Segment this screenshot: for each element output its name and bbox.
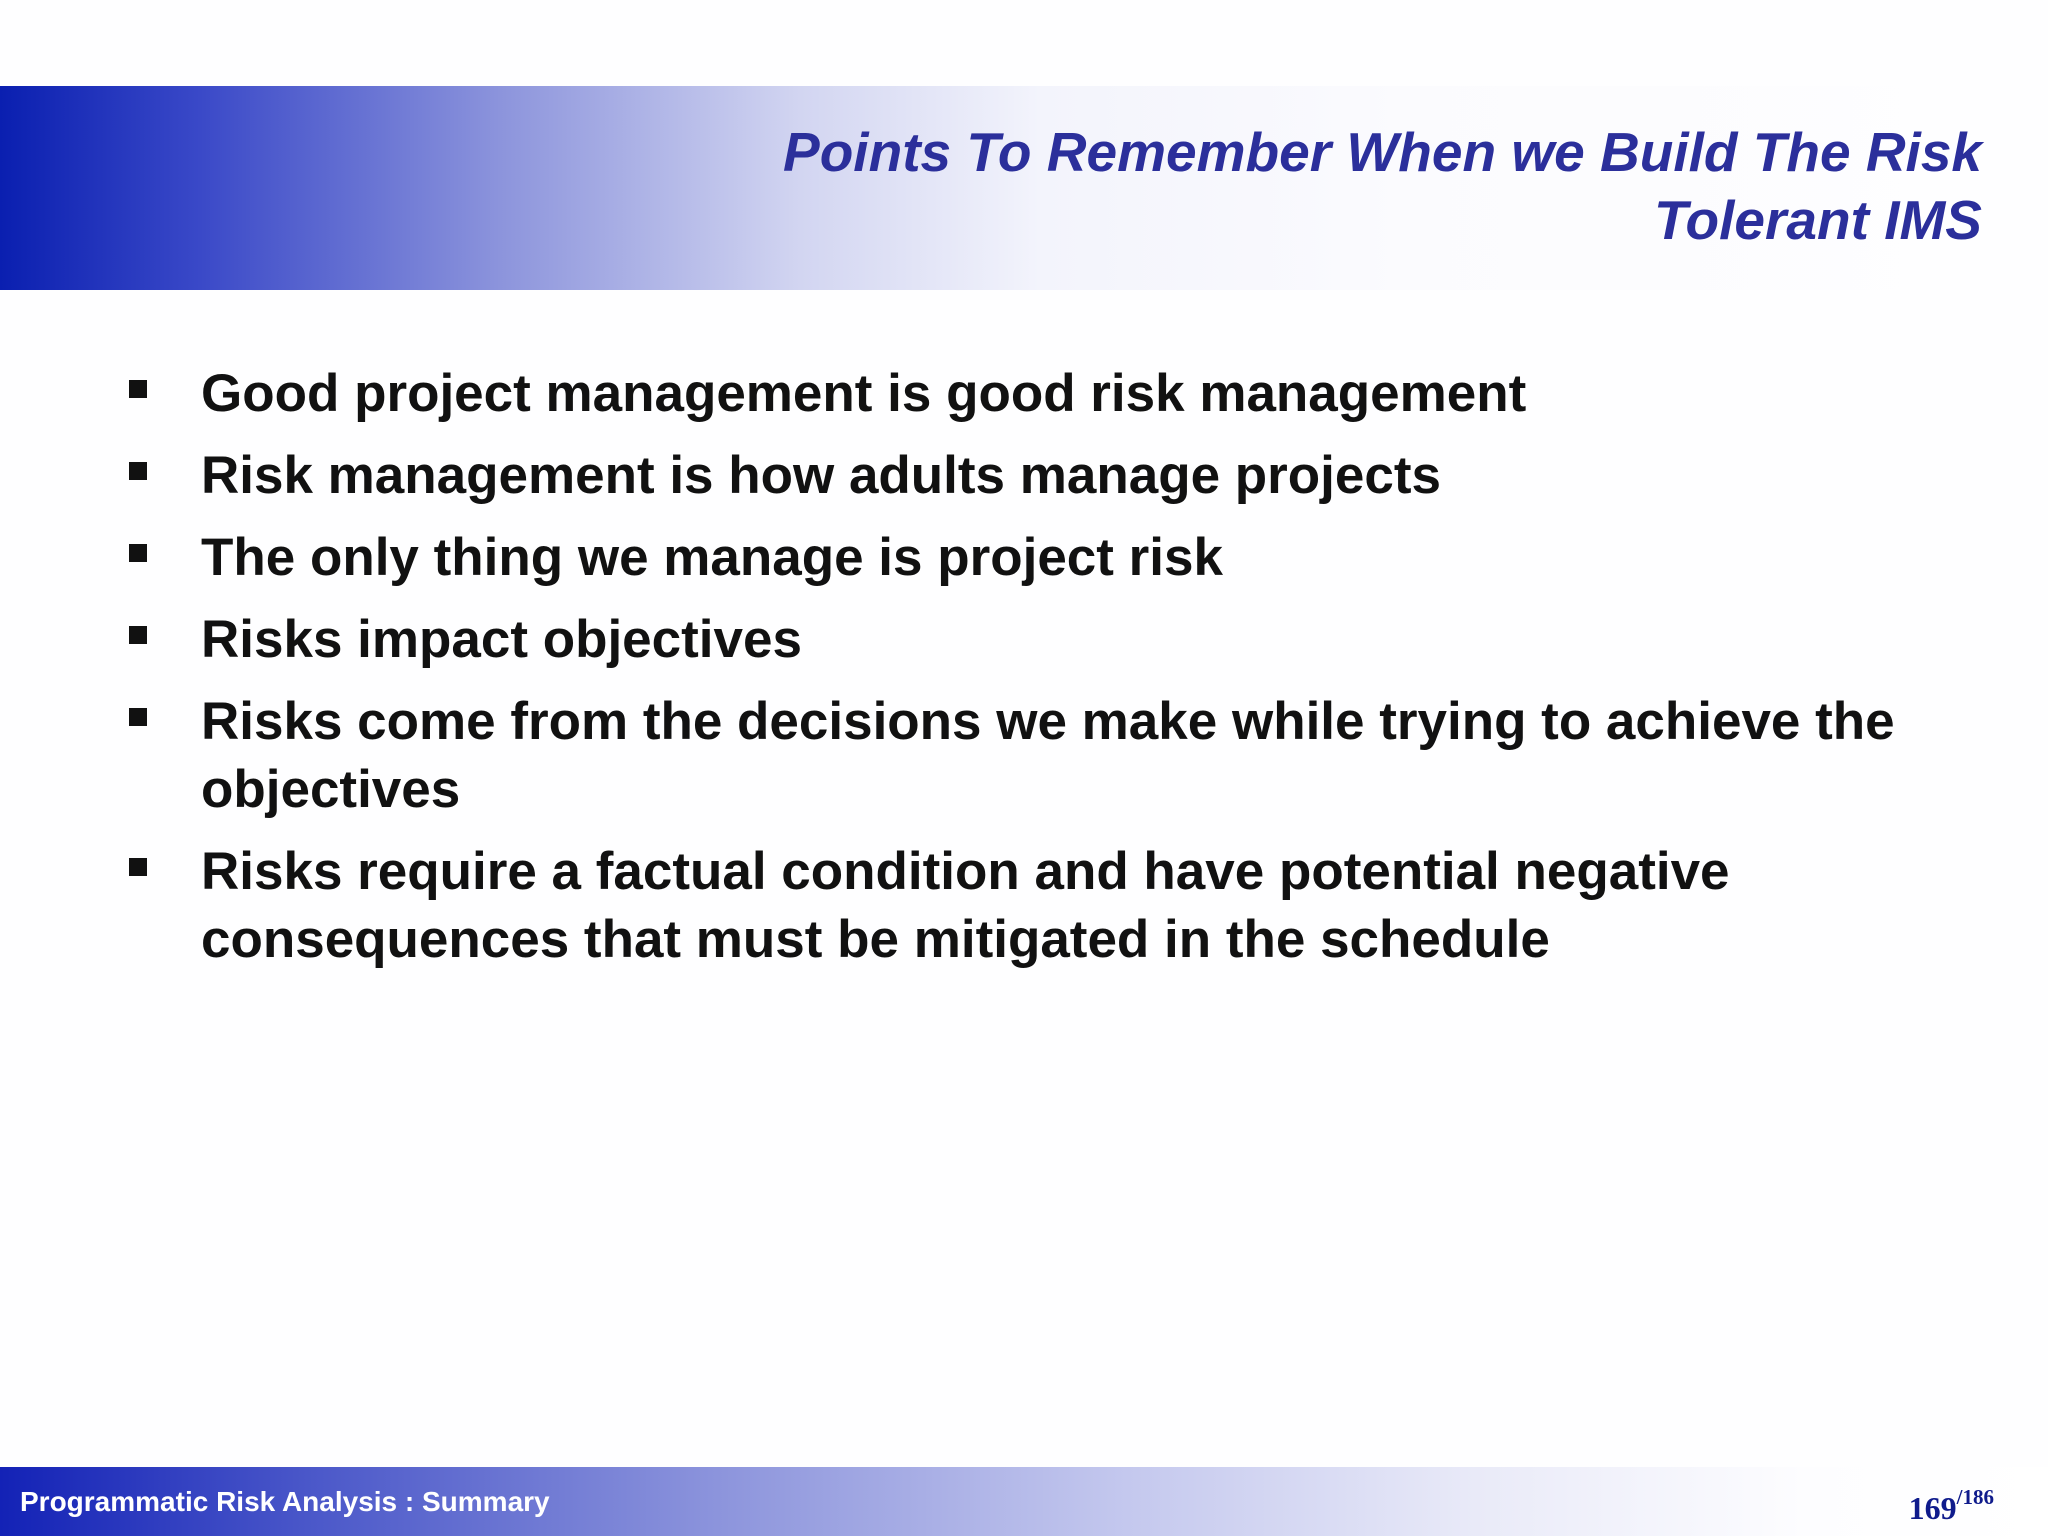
square-bullet-icon bbox=[129, 544, 147, 562]
bullet-text: Risks come from the decisions we make while trying to achieve the objectives bbox=[201, 692, 1895, 819]
footer-section-label: Programmatic Risk Analysis : Summary bbox=[20, 1486, 550, 1517]
bullet-text: The only thing we manage is project risk bbox=[201, 528, 1223, 587]
slide-title: Points To Remember When we Build The Risk Tolerant IMS bbox=[783, 121, 1982, 251]
square-bullet-icon bbox=[129, 708, 147, 726]
bullet-item bbox=[126, 524, 1956, 592]
square-bullet-icon bbox=[129, 858, 147, 876]
page-total: /186 bbox=[1956, 1485, 1994, 1509]
bullet-list bbox=[126, 360, 1956, 988]
bullet-item bbox=[126, 360, 1956, 428]
square-bullet-icon bbox=[129, 626, 147, 644]
page-current: 169 bbox=[1908, 1490, 1957, 1526]
bullet-text: Risk management is how adults manage projects bbox=[201, 446, 1441, 505]
bullet-text: Good project management is good risk management bbox=[201, 364, 1527, 423]
bullet-item bbox=[126, 606, 1956, 674]
square-bullet-icon bbox=[129, 380, 147, 398]
bullet-text: Risks impact objectives bbox=[201, 610, 802, 669]
bullet-text: Risks require a factual condition and have potential negative consequences that must be mitigated in the schedule bbox=[201, 842, 1730, 969]
square-bullet-icon bbox=[129, 462, 147, 480]
page-number bbox=[1908, 1485, 1994, 1528]
bullet-item bbox=[126, 442, 1956, 510]
bullet-item bbox=[126, 688, 1956, 824]
bullet-item bbox=[126, 838, 1956, 974]
